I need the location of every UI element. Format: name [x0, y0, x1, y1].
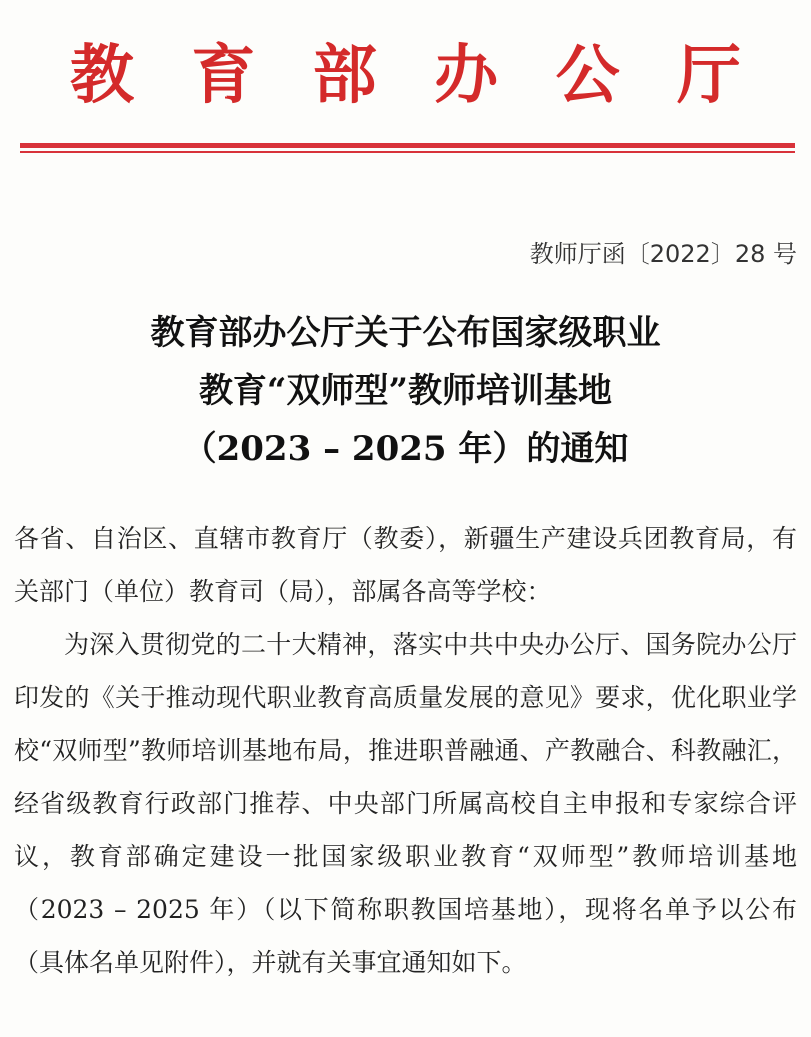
red-rule-thin: [20, 151, 795, 153]
letterhead-char: 办: [434, 39, 499, 113]
title-line-2: 教育“双师型”教师培训基地: [198, 371, 613, 411]
letterhead-char: 公: [555, 39, 620, 113]
letterhead: [0, 36, 811, 116]
document-title: [0, 304, 811, 478]
letterhead-char: 育: [191, 39, 256, 113]
red-rule-thick: [20, 143, 795, 148]
document-body: [14, 512, 797, 989]
letterhead-char: 教: [70, 39, 134, 113]
letterhead-char: 厅: [676, 39, 741, 113]
addressees: 各省、自治区、直辖市教育厅（教委），新疆生产建设兵团教育局，有关部门（单位）教育司（局），部属各高等学校：: [14, 524, 797, 606]
body-paragraph: 为深入贯彻党的二十大精神，落实中共中央办公厅、国务院办公厅印发的《关于推动现代职业教育高质量发展的意见》要求，优化职业学校“双师型”教师培训基地布局，推进职普融通、产教融合、科教融汇，经省级教育行政部门推荐、中央部门所属高校自主申报和专家综合评议，教育部确定建设一批国家级职业教育“双师型”教师培训基地（2023 – 2025 年）（以下简称职教国培基地），现将名单予以公布（具体名单见附件），并就有关事宜通知如下。: [14, 630, 797, 977]
document-number: 教师厅函〔2022〕28 号: [529, 240, 797, 268]
letterhead-char: 部: [312, 39, 377, 113]
title-line-3: （2023 – 2025 年）的通知: [182, 429, 629, 469]
title-line-1: 教育部办公厅关于公布国家级职业: [150, 313, 661, 353]
